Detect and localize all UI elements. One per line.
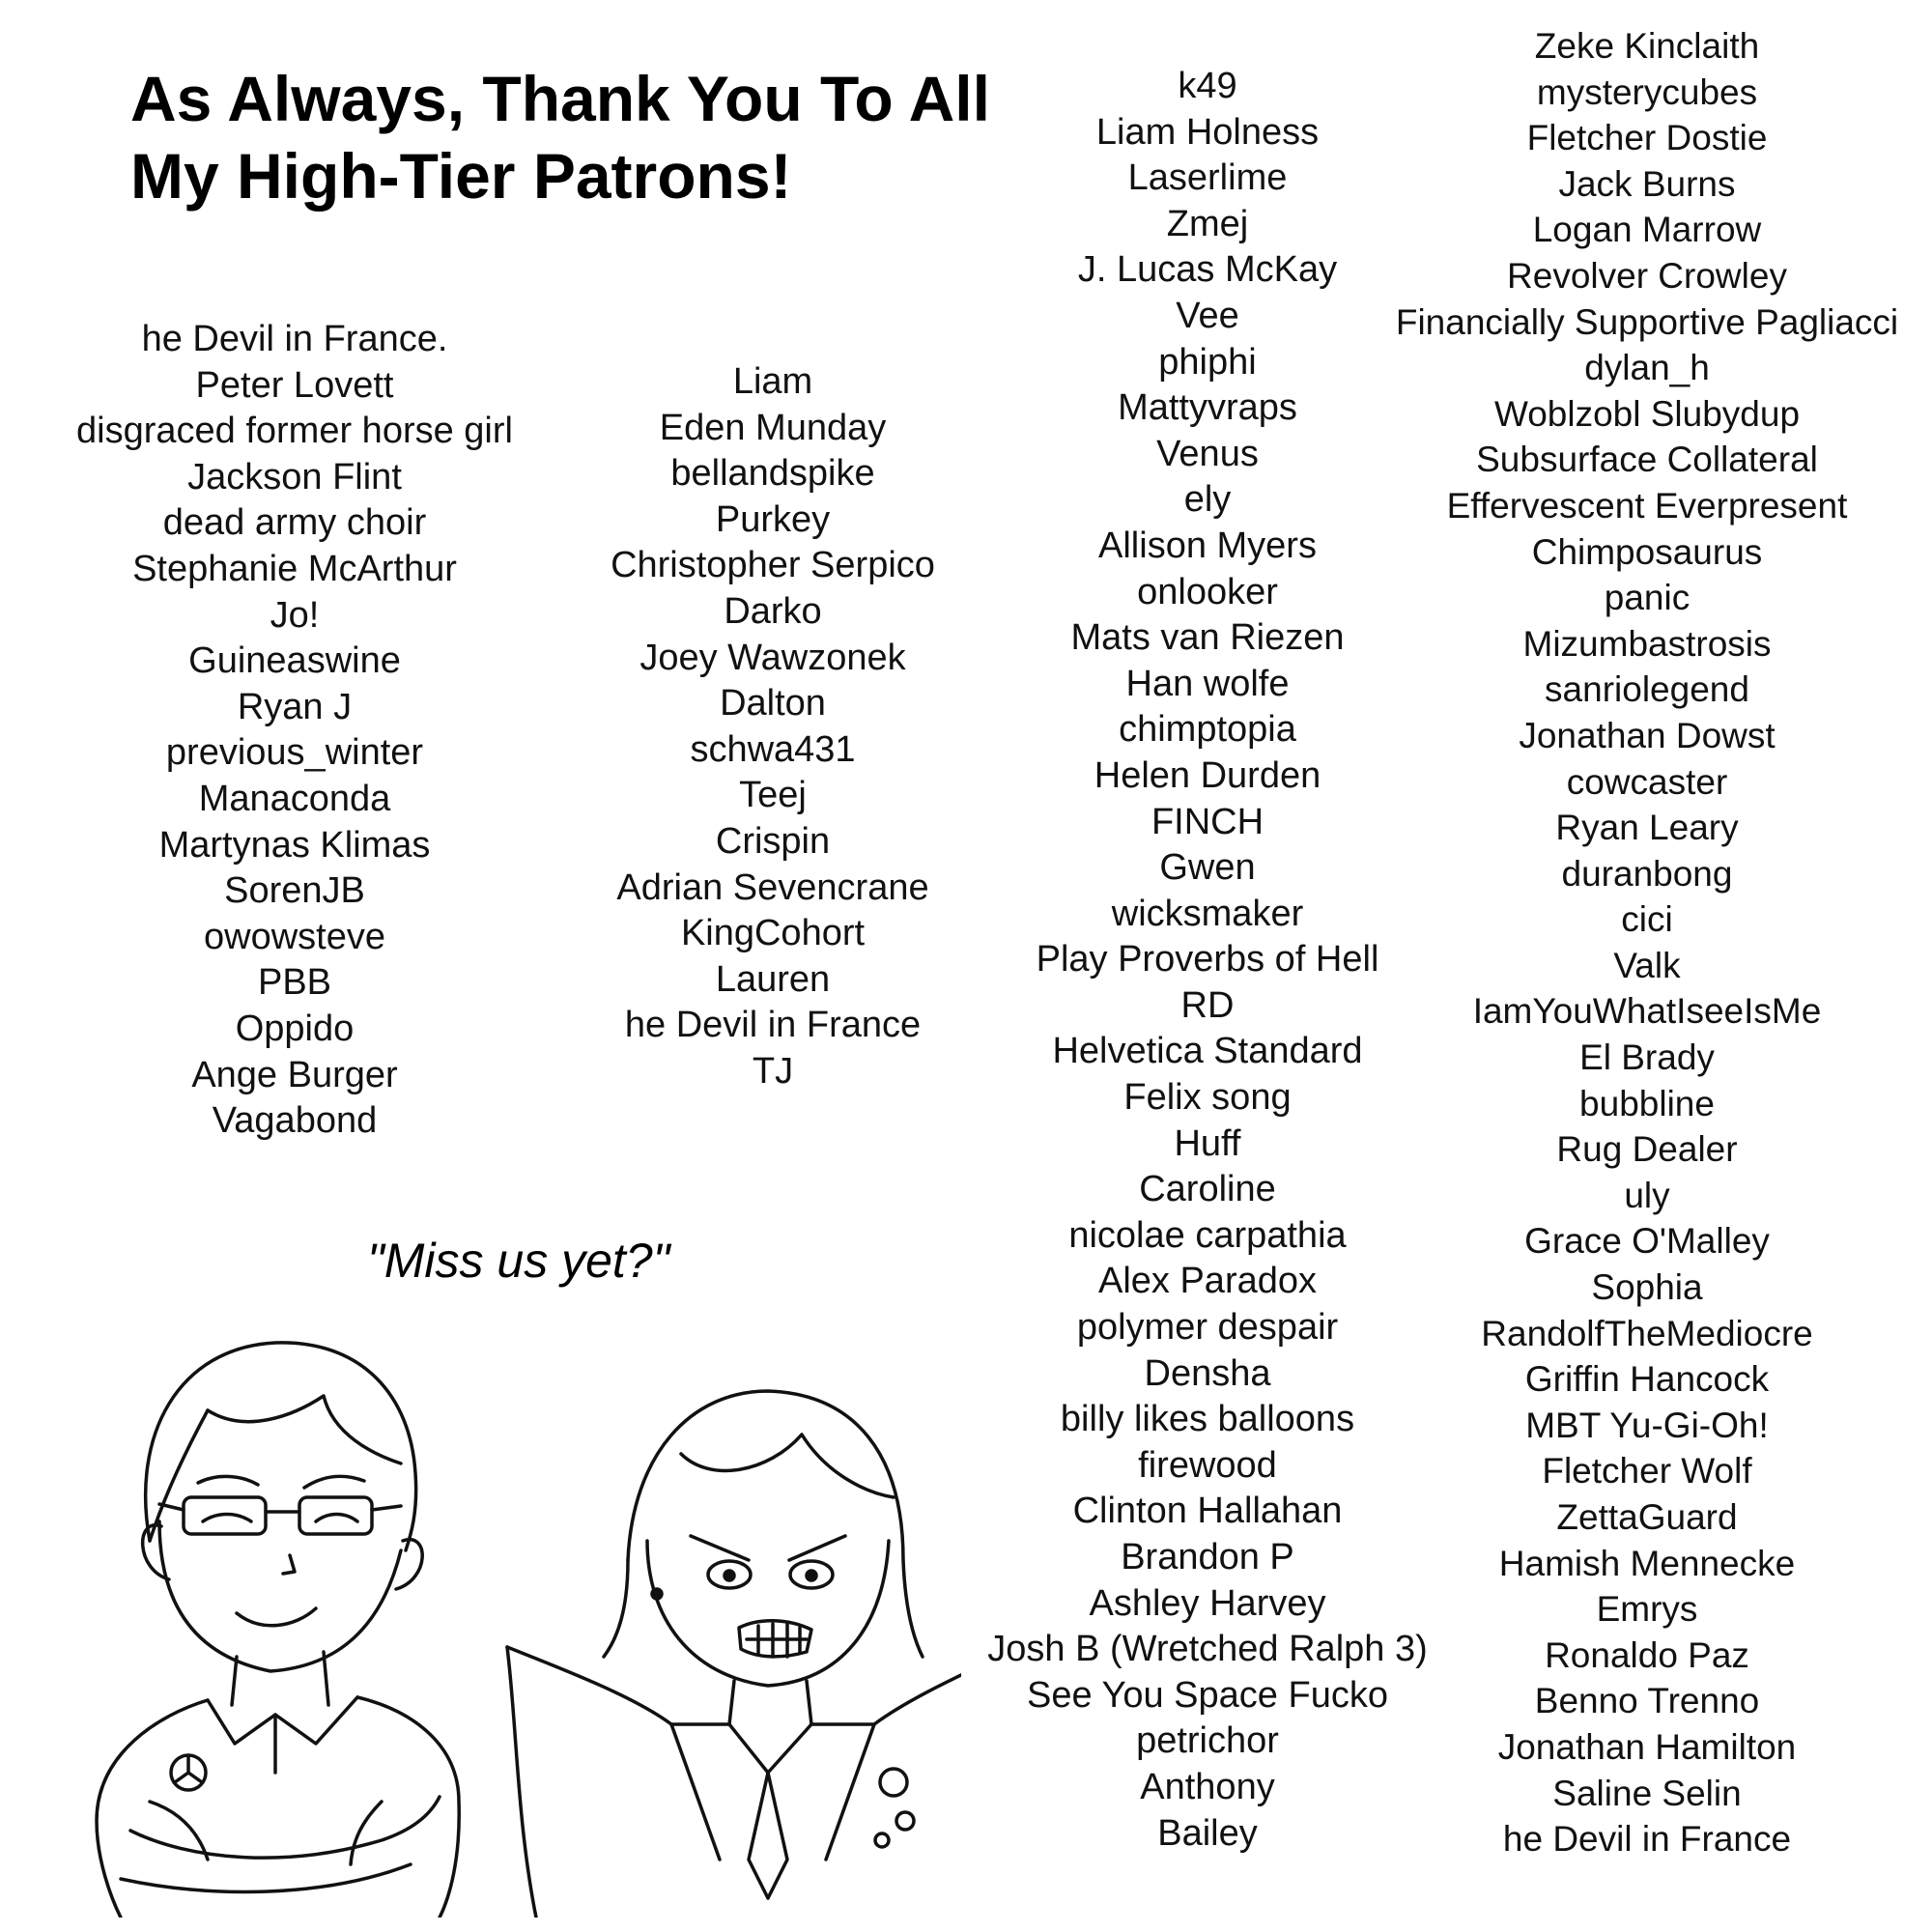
patron-name: Joey Wawzonek: [639, 637, 906, 678]
patron-name: uly: [1624, 1175, 1670, 1215]
patron-name: Emrys: [1596, 1589, 1698, 1630]
patron-name: Woblzobl Slubydup: [1493, 393, 1801, 434]
patron-name: Crispin: [715, 820, 831, 862]
patron-name: Vee: [1176, 295, 1239, 336]
patron-name: Revolver Crowley: [1507, 255, 1787, 296]
patron-name: Liam: [732, 361, 813, 402]
patron-name: Vagabond: [212, 1100, 378, 1142]
patron-name: El Brady: [1579, 1037, 1715, 1078]
patron-name: Caroline: [1139, 1169, 1276, 1210]
patron-name: duranbong: [1561, 853, 1733, 894]
patron-name: owowsteve: [204, 916, 385, 957]
patron-name: Oppido: [235, 1008, 355, 1049]
patron-name: firewood: [1138, 1444, 1277, 1486]
patron-name: Mattyvraps: [1118, 387, 1297, 429]
patron-name: Jackson Flint: [187, 456, 402, 497]
patron-name: Chimposaurus: [1531, 531, 1763, 572]
patron-name: KingCohort: [680, 913, 866, 954]
patron-name: Manaconda: [198, 778, 391, 819]
patron-name: Darko: [724, 590, 822, 632]
patron-name: FINCH: [1151, 801, 1264, 842]
patron-name: cici: [1621, 899, 1673, 940]
patron-name: Hamish Mennecke: [1498, 1543, 1796, 1583]
patron-name: Rug Dealer: [1556, 1129, 1738, 1170]
patron-name: he Devil in France: [1502, 1819, 1792, 1860]
page-title: [130, 60, 990, 214]
patron-name: Fletcher Wolf: [1542, 1451, 1752, 1492]
patron-name: nicolae carpathia: [1068, 1214, 1347, 1256]
patron-name: wicksmaker: [1111, 893, 1304, 934]
patron-name: Effervescent Everpresent: [1446, 485, 1848, 526]
patron-name: Stephanie McArthur: [132, 548, 457, 589]
title-line-1: As Always, Thank You To All: [130, 63, 990, 134]
patron-name: IamYouWhatIseeIsMe: [1472, 991, 1822, 1032]
patron-name: disgraced former horse girl: [76, 411, 513, 452]
patron-name: polymer despair: [1076, 1307, 1339, 1349]
patron-name: Jo!: [270, 594, 320, 636]
patron-name: Ashley Harvey: [1089, 1582, 1326, 1624]
patron-name: cowcaster: [1566, 761, 1728, 802]
patron-name: Jack Burns: [1558, 163, 1736, 204]
patron-name: Adrian Sevencrane: [616, 867, 929, 908]
patron-name: Venus: [1156, 433, 1259, 474]
patron-name: panic: [1604, 578, 1690, 618]
patron-name: Fletcher Dostie: [1526, 118, 1768, 158]
patron-name: sanriolegend: [1545, 669, 1749, 710]
patron-name: Christopher Serpico: [611, 545, 935, 586]
patron-name: Grace O'Malley: [1524, 1221, 1770, 1262]
patron-name: Mizumbastrosis: [1522, 623, 1772, 664]
patron-name: bubbline: [1579, 1083, 1715, 1123]
patron-name: Eden Munday: [659, 407, 887, 448]
patron-name: Saline Selin: [1552, 1773, 1742, 1813]
patron-name: phiphi: [1158, 341, 1257, 383]
patron-name: Liam Holness: [1095, 111, 1320, 153]
patron-name: Mats van Riezen: [1070, 617, 1345, 659]
patron-name: Financially Supportive Pagliacci: [1395, 301, 1899, 342]
patron-name: Ange Burger: [191, 1054, 398, 1095]
patron-name: Play Proverbs of Hell: [1036, 939, 1379, 980]
patron-name: Han wolfe: [1125, 663, 1290, 704]
patron-name: Sophia: [1591, 1267, 1703, 1308]
patron-name: Bailey: [1157, 1812, 1258, 1854]
patron-name: Helen Durden: [1094, 754, 1321, 796]
patron-name: Benno Trenno: [1534, 1681, 1760, 1721]
patron-name: he Devil in France.: [141, 319, 448, 359]
patron-name: Zeke Kinclaith: [1534, 26, 1760, 66]
patron-name: ZettaGuard: [1556, 1497, 1738, 1537]
patron-name: Anthony: [1140, 1766, 1275, 1807]
patron-name: bellandspike: [670, 453, 875, 495]
man-with-glasses-drawing: [97, 1343, 459, 1918]
patron-name: Peter Lovett: [195, 364, 394, 406]
patron-name: Josh B (Wretched Ralph 3): [987, 1629, 1428, 1670]
patron-name: Lauren: [715, 958, 831, 1000]
patron-name: dead army choir: [162, 502, 427, 544]
patron-column-4: [1372, 23, 1922, 1862]
patron-name: TJ: [752, 1050, 794, 1092]
patron-name: he Devil in France: [624, 1005, 922, 1046]
patron-name: Helvetica Standard: [1052, 1031, 1363, 1072]
patron-column-1: [48, 317, 541, 1145]
patron-name: RD: [1180, 984, 1235, 1026]
patron-name: k49: [1178, 66, 1237, 106]
patron-name: previous_winter: [165, 732, 424, 774]
patron-name: Zmej: [1166, 203, 1249, 244]
patron-name: J. Lucas McKay: [1077, 249, 1338, 291]
patron-name: petrichor: [1136, 1720, 1279, 1762]
patron-name: Guineaswine: [188, 640, 401, 682]
patron-name: billy likes balloons: [1060, 1399, 1355, 1440]
patron-name: Laserlime: [1127, 157, 1288, 199]
patron-name: Jonathan Hamilton: [1497, 1726, 1797, 1767]
patron-name: Ronaldo Paz: [1545, 1634, 1749, 1675]
patron-name: Ryan J: [237, 686, 353, 727]
patron-name: Teej: [739, 775, 807, 816]
patron-name: Logan Marrow: [1532, 210, 1762, 250]
patron-name: schwa431: [690, 728, 856, 770]
patron-name: MBT Yu-Gi-Oh!: [1525, 1405, 1769, 1445]
patron-name: PBB: [257, 962, 332, 1004]
patron-name: See You Space Fucko: [1027, 1674, 1388, 1716]
patron-name: Ryan Leary: [1555, 808, 1739, 848]
patron-name: onlooker: [1137, 571, 1278, 612]
characters-illustration: [92, 1319, 961, 1918]
angry-woman-drawing: [507, 1391, 961, 1918]
patron-name: Valk: [1613, 945, 1681, 985]
patron-name: Brandon P: [1121, 1537, 1294, 1577]
patron-name: Griffin Hancock: [1524, 1359, 1770, 1400]
patron-name: Jonathan Dowst: [1519, 715, 1776, 755]
patron-name: Subsurface Collateral: [1476, 440, 1818, 480]
patron-name: Martynas Klimas: [158, 824, 431, 866]
patron-name: Allison Myers: [1098, 525, 1317, 566]
patron-name: Huff: [1174, 1122, 1241, 1164]
speech-quote: "Miss us yet?": [367, 1234, 670, 1288]
patron-name: Dalton: [720, 683, 826, 724]
patron-name: RandolfTheMediocre: [1481, 1313, 1813, 1353]
patron-name: Purkey: [715, 498, 831, 540]
patron-column-2: [570, 359, 976, 1095]
patron-name: dylan_h: [1584, 348, 1710, 388]
patron-name: ely: [1183, 479, 1232, 521]
patron-name: Densha: [1144, 1352, 1271, 1394]
patron-name: chimptopia: [1119, 709, 1296, 751]
patron-name: Felix song: [1123, 1077, 1292, 1119]
patron-name: Alex Paradox: [1097, 1261, 1317, 1302]
patron-name: mysterycubes: [1536, 71, 1758, 112]
title-line-2: My High-Tier Patrons!: [130, 140, 792, 212]
patron-name: Clinton Hallahan: [1072, 1491, 1343, 1532]
patron-name: Gwen: [1159, 847, 1256, 889]
patron-name: SorenJB: [224, 870, 365, 912]
